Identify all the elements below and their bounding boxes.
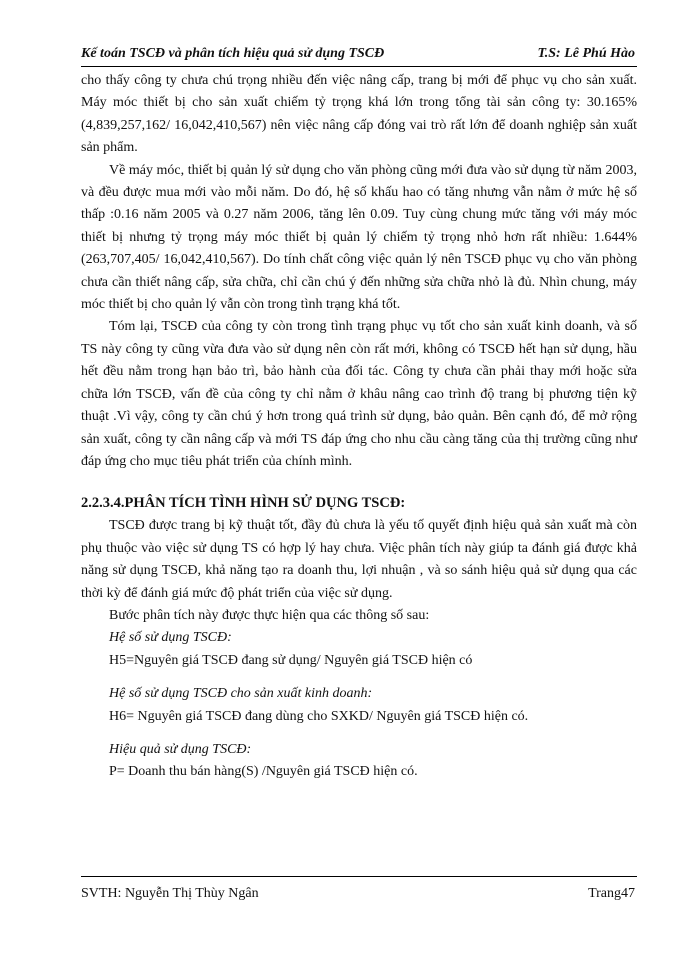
label-efficiency: Hiệu quả sử dụng TSCĐ: xyxy=(109,741,252,757)
paragraph-3: Tóm lại, TSCĐ của công ty còn trong tình trạng phục vụ tốt cho sản xuất kinh doanh, và số TS này công ty cũng vừa đưa vào sử dụng nên còn rất mới, không có TSCĐ hết hạn sử dụng, hầu hết đều nằm trong hạn bảo trì, bảo hành của đối tác. Công ty chưa cần phải thay mới hoặc sửa chữa lớn TSCĐ, vấn đề của công ty chỉ nằm ở khâu nâng cao trình độ trang bị phương tiện kỹ thuật .Vì vậy, công ty cần chú ý hơn trong quá trình sử dụng, bảo quản. Bên cạnh đó, để mở rộng sản xuất, công ty cần nâng cấp và mới TS đáp ứng cho nhu cầu càng tăng của thị trường cũng như đáp ứng cho mục tiêu phát triển của chính mình. xyxy=(81,319,637,469)
spacer xyxy=(81,728,637,739)
paragraph-2: Về máy móc, thiết bị quản lý sử dụng cho văn phòng cũng mới đưa vào sử dụng từ năm 2003, và đều được mua mới vào mỗi năm. Do đó, hệ số khấu hao có tăng nhưng vẫn nằm ở mức hệ số thấp :0.16 năm 2005 và 0.27 năm 2006, tăng lên 0.09. Tuy cùng chung mức tăng với máy móc thiết bị nhưng tỷ trọng máy móc thiết bị quản lý chiếm tỷ trọng nhỏ hơn rất nhiều: 1.644% (263,707,405/ 16,042,410,567). Do tính chất công việc quản lý nên TSCĐ phục vụ cho văn phòng chưa cần thiết nâng cấp, sửa chữa, chỉ cần chú ý đến những sửa chữa nhỏ là đủ. Nhìn chung, máy móc thiết bị cho quản lý vẫn còn trong tình trạng khá tốt. xyxy=(81,162,637,313)
page-header xyxy=(81,44,637,67)
page-body xyxy=(81,70,637,784)
paragraph-4: TSCĐ được trang bị kỹ thuật tốt, đầy đủ chưa là yếu tố quyết định hiệu quả sản xuất mà còn phụ thuộc vào việc sử dụng TS có hợp lý hay chưa. Việc phân tích này giúp ta đánh giá được khả năng sử dụng TSCĐ, khả năng tạo ra doanh thu, lợi nhuận , và so sánh hiệu quả sử dụng qua các thời kỳ để đánh giá mức độ phát triển của việc sử dụng. xyxy=(81,518,637,601)
formula-p: P= Doanh thu bán hàng(S) /Nguyên giá TSCĐ hiện có. xyxy=(109,764,418,780)
paragraph-1: cho thấy công ty chưa chú trọng nhiều đến việc nâng cấp, trang bị mới để phục vụ cho sản xuất. Máy móc thiết bị cho sản xuất chiếm tỷ trọng khá lớn trong tổng tài sản công ty: 30.165%(4,839,257,162/ 16,042,410,567) nên việc nâng cấp đóng vai trò rất lớn để doanh nghiệp sản xuất sản phẩm. xyxy=(81,73,637,156)
page-number: Trang47 xyxy=(588,886,635,901)
spacer xyxy=(81,672,637,683)
label-production-ratio: Hệ số sử dụng TSCĐ cho sản xuất kinh doanh: xyxy=(109,686,373,702)
header-author: T.S: Lê Phú Hào xyxy=(537,46,635,61)
label-utilization-ratio: Hệ số sử dụng TSCĐ: xyxy=(109,630,232,646)
formula-h6: H6= Nguyên giá TSCĐ đang dùng cho SXKD/ Nguyên giá TSCĐ hiện có. xyxy=(109,708,529,724)
footer-student: SVTH: Nguyễn Thị Thùy Ngân xyxy=(81,886,259,901)
page-footer xyxy=(81,876,637,905)
header-title: Kế toán TSCĐ và phân tích hiệu quả sử dụng TSCĐ xyxy=(81,46,385,61)
formula-h5: H5=Nguyên giá TSCĐ đang sử dụng/ Nguyên giá TSCĐ hiện có xyxy=(109,652,473,668)
section-heading: 2.2.3.4.PHÂN TÍCH TÌNH HÌNH SỬ DỤNG TSCĐ: xyxy=(81,495,406,512)
paragraph-5: Bước phân tích này được thực hiện qua các thông số sau: xyxy=(109,607,430,623)
